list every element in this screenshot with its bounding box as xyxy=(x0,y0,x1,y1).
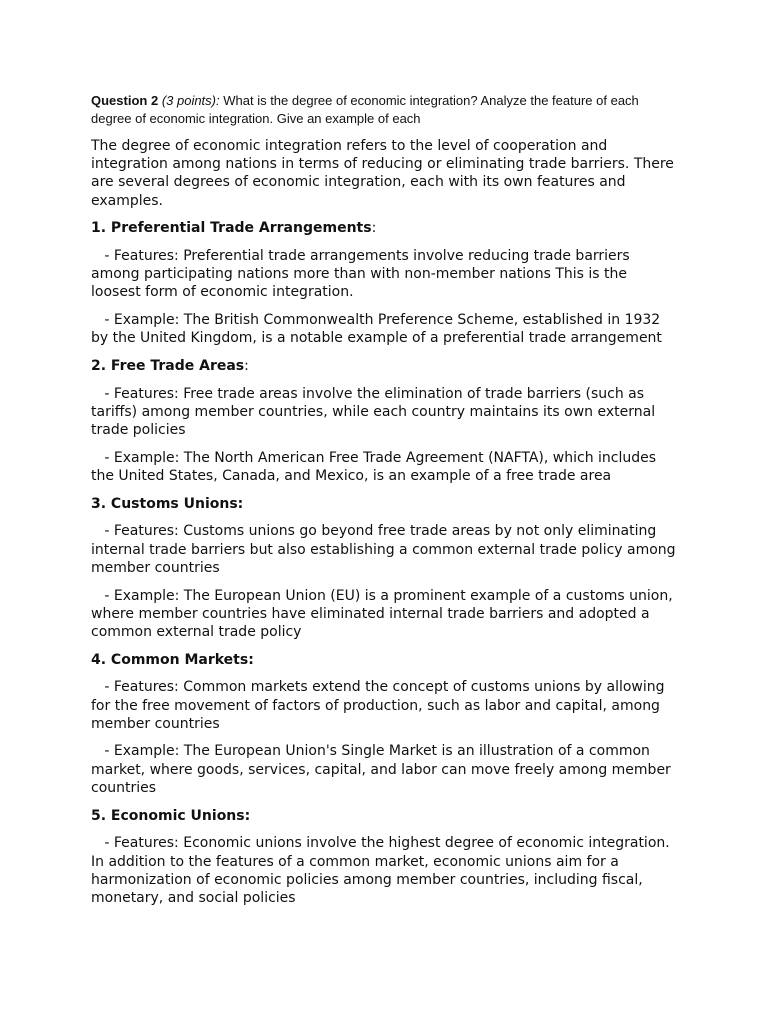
features-text: - Features: Customs unions go beyond free trade areas by not only eliminating internal trade barriers but also establishing a common external trade policy among member countries xyxy=(91,523,676,576)
section-heading xyxy=(91,807,678,825)
features-paragraph xyxy=(91,247,678,302)
example-paragraph xyxy=(91,742,678,797)
features-paragraph xyxy=(91,834,678,907)
example-paragraph xyxy=(91,587,678,642)
section-title: 1. Preferential Trade Arrangements xyxy=(91,220,372,237)
question-prompt xyxy=(91,92,678,128)
section-heading xyxy=(91,495,678,513)
question-text: What is the degree of economic integration? Analyze the feature of each degree of economic integration. Give an example of each xyxy=(91,93,639,126)
section-heading: 1. Preferential Trade Arrangements: xyxy=(91,220,377,237)
features-text: - Features: Common markets extend the concept of customs unions by allowing for the free movement of factors of production, such as labor and capital, among member countries xyxy=(91,679,665,732)
section-heading: 2. Free Trade Areas: xyxy=(91,358,249,375)
section-title: 4. Common Markets: xyxy=(91,651,254,668)
features-paragraph xyxy=(91,678,678,733)
features-text: - Features: Free trade areas involve the elimination of trade barriers (such as tariffs) among member countries, while each country maintains its own external trade policies xyxy=(91,385,656,439)
question-points: (3 points): xyxy=(161,93,220,108)
section-title: 5. Economic Unions: xyxy=(91,807,251,824)
section-heading xyxy=(91,651,678,669)
section-title: 3. Customs Unions: xyxy=(91,495,244,512)
example-text: - Example: The British Commonwealth Preference Scheme, established in 1932 by the United Kingdom, is a notable example of a preferential trade arrangement xyxy=(91,312,662,347)
features-paragraph xyxy=(91,522,678,577)
features-paragraph xyxy=(91,385,678,440)
section-title: 2. Free Trade Areas xyxy=(91,358,245,375)
example-text: - Example: The European Union (EU) is a prominent example of a customs union, where member countries have eliminated internal trade barriers and adopted a common external trade policy xyxy=(91,587,673,640)
example-paragraph xyxy=(91,311,678,347)
features-text: - Features: Economic unions involve the highest degree of economic integration. In addition to the features of a common market, economic unions aim for a harmonization of economic policies among member countries, including fiscal, monetary, and social policies xyxy=(91,835,670,906)
example-text: - Example: The North American Free Trade Agreement (NAFTA), which includes the United States, Canada, and Mexico, is an example of a free trade area xyxy=(91,449,657,485)
question-label: Question 2 xyxy=(91,93,159,108)
intro-paragraph: The degree of economic integration refers to the level of cooperation and integration among nations in terms of reducing or eliminating trade barriers. There are several degrees of economic integration, each with its own features and examples. xyxy=(91,138,674,209)
features-text: - Features: Preferential trade arrangements involve reducing trade barriers among participating nations more than with non-member nations This is the loosest form of economic integration. xyxy=(91,248,630,301)
example-paragraph xyxy=(91,449,678,485)
example-text: - Example: The European Union's Single Market is an illustration of a common market, where goods, services, capital, and labor can move freely among member countries xyxy=(91,743,671,796)
